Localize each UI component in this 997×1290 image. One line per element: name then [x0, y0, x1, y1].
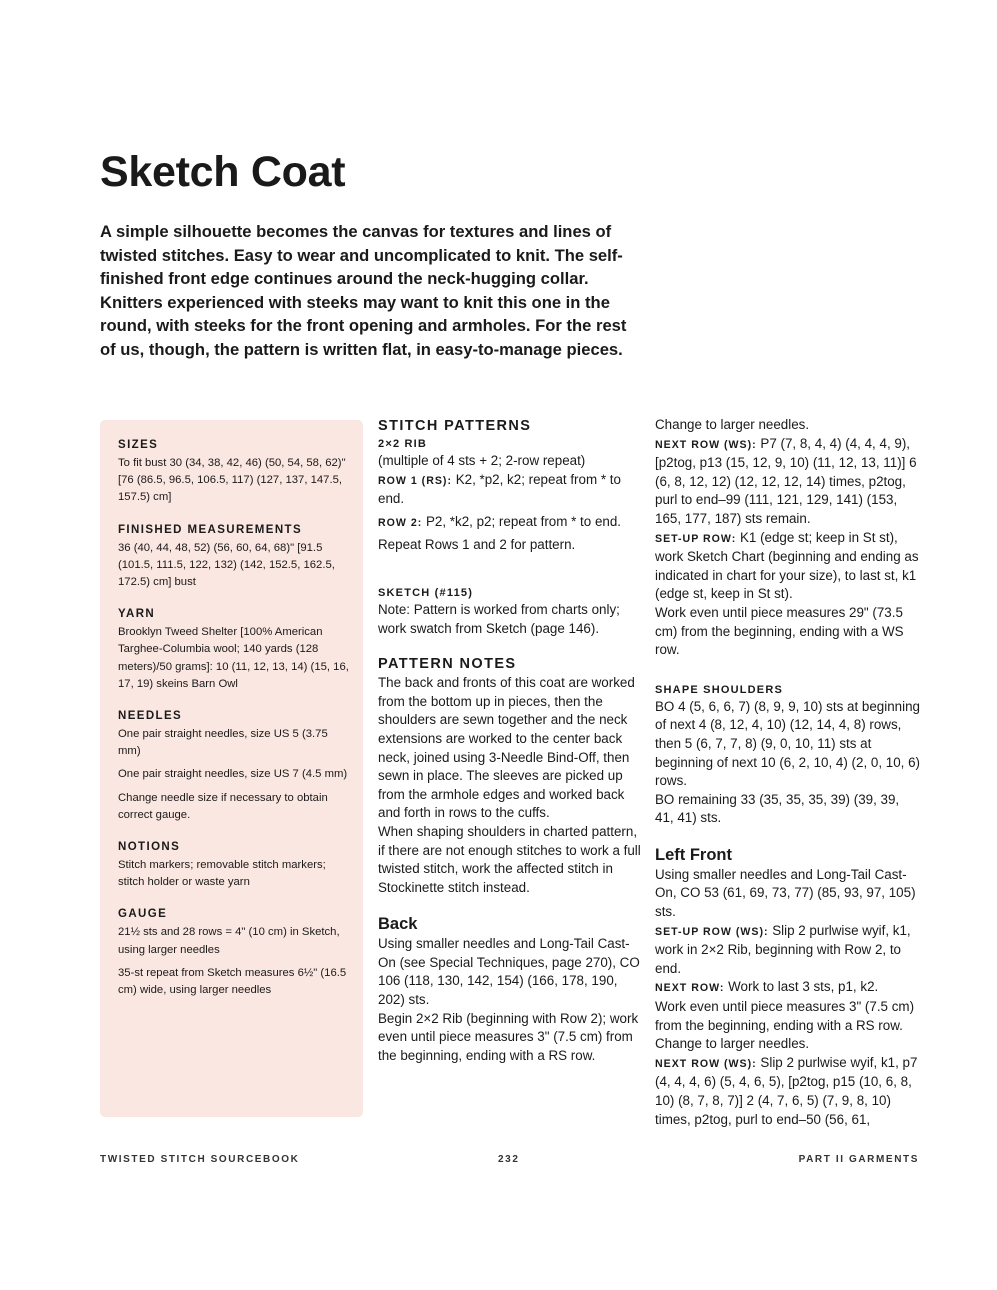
shoulders-p1: BO 4 (5, 6, 6, 7) (8, 9, 9, 10) sts at beginning of next 4 (8, 12, 4, 10) (12, 14, 4, 8) rows, then 5 (6, 7, 7, 8) (9, 0, 10, 11) sts at beginning of next 10 (6, 2, 10, 4) (2, 0, 10, 6) rows. — [655, 698, 921, 789]
yarn-text: Brooklyn Tweed Shelter [100% American Targhee-Columbia wool; 140 yards (128 meters)/50 grams]: 10 (11, 12, 13, 14) (15, 16, 17, 19) skeins Barn Owl — [118, 626, 349, 690]
page-title: Sketch Coat — [100, 148, 346, 196]
right-column — [655, 416, 920, 1129]
lf-setup-label: SET-UP ROW (WS): — [655, 925, 769, 938]
rib-row-2 — [378, 513, 643, 533]
rib-multiple: (multiple of 4 sts + 2; 2-row repeat) — [378, 453, 586, 468]
left-front-p1: Using smaller needles and Long-Tail Cast-On, CO 53 (61, 69, 73, 77) (85, 93, 97, 105) sts. — [655, 866, 916, 920]
row-2-label: ROW 2: — [378, 516, 423, 529]
back-p2: Begin 2×2 Rib (beginning with Row 2); work even until piece measures 3" (7.5 cm) from the beginning, ending with a RS row. — [378, 1010, 639, 1063]
notions-text: Stitch markers; removable stitch markers; stitch holder or waste yarn — [118, 859, 326, 889]
gauge-text-1: 21½ sts and 28 rows = 4" (10 cm) in Sketch, using larger needles — [118, 926, 340, 956]
notions-heading: NOTIONS — [118, 841, 181, 854]
pattern-notes-heading: PATTERN NOTES — [378, 656, 517, 673]
notions-section — [118, 840, 351, 891]
setup-row — [655, 529, 920, 604]
lf-setup-text: Slip 2 purlwise wyif, k1, work in 2×2 Rib, beginning with Row 2, to end. — [655, 922, 911, 976]
yarn-heading: YARN — [118, 608, 156, 621]
shape-shoulders-heading: SHAPE SHOULDERS — [655, 683, 784, 696]
sizes-section — [118, 438, 351, 507]
finished-measurements-section — [118, 523, 351, 592]
needles-heading: NEEDLES — [118, 710, 183, 723]
next-row-label: NEXT ROW (WS): — [655, 438, 757, 451]
change-needles: Change to larger needles. — [655, 417, 810, 432]
specs-sidebar — [100, 420, 363, 1117]
lf-next1-label: NEXT ROW: — [655, 982, 725, 995]
back-p1: Using smaller needles and Long-Tail Cast-On (see Special Techniques, page 270), CO 106 (118, 130, 142, 154) (166, 178, 190, 202) sts. — [378, 936, 640, 1008]
left-front-work-even: Work even until piece measures 3" (7.5 cm) from the beginning, ending with a RS row. — [655, 999, 915, 1033]
work-even: Work even until piece measures 29" (73.5 cm) from the beginning, ending with a WS row. — [655, 604, 904, 658]
back-heading: Back — [378, 915, 418, 934]
middle-column — [378, 416, 643, 1065]
pattern-notes-p1: The back and fronts of this coat are worked from the bottom up in pieces, then the shoulders are sewn together and the neck extensions are worked to the center back neck, joined using 3-Needle Bind-Off, then sewn in place. The sleeves are picked up from the armhole edges and worked back and forth in rows to the cuffs. — [378, 675, 635, 821]
left-front-next-1 — [655, 978, 920, 998]
needles-text-2: One pair straight needles, size US 7 (4.5 mm) — [118, 768, 348, 781]
footer-book-title: TWISTED STITCH SOURCEBOOK — [100, 1154, 300, 1165]
stitch-patterns-heading: STITCH PATTERNS — [378, 418, 532, 434]
left-front-heading: Left Front — [655, 845, 732, 864]
finished-measurements-text: 36 (40, 44, 48, 52) (56, 60, 64, 68)" [91.5 (101.5, 111.5, 122, 132) (142, 152.5, 162.5, 172.5) cm] bust — [118, 541, 335, 589]
left-front-next-2 — [655, 1054, 920, 1129]
pattern-notes-p2: When shaping shoulders in charted pattern, if there are not enough stitches to work a full twisted stitch, work the affected stitch in Stockinette stitch instead. — [378, 823, 641, 895]
page-number: 232 — [498, 1154, 520, 1165]
footer-section: PART II GARMENTS — [798, 1154, 919, 1165]
lf-next2-label: NEXT ROW (WS): — [655, 1057, 757, 1070]
row-1-label: ROW 1 (RS): — [378, 474, 452, 487]
rib-row-1 — [378, 471, 643, 509]
gauge-text-2: 35-st repeat from Sketch measures 6½" (16.5 cm) wide, using larger needles — [118, 966, 347, 997]
left-front-change: Change to larger needles. — [655, 1036, 810, 1052]
yarn-section — [118, 607, 351, 693]
sizes-heading: SIZES — [118, 439, 159, 451]
lf-next1-text: Work to last 3 sts, p1, k2. — [724, 979, 879, 995]
intro-paragraph: A simple silhouette becomes the canvas for textures and lines of twisted stitches. Easy to wear and uncomplicated to knit. The self-finished front edge continues around the neck-hugging collar. Knitters experienced with steeks may want to knit this one in the round, with steeks for the front opening and armholes. For the rest of us, though, the pattern is written flat, in easy-to-manage pieces. — [100, 222, 627, 359]
shoulders-p2: BO remaining 33 (35, 35, 35, 39) (39, 39, 41, 41) sts. — [655, 791, 900, 826]
needles-section — [118, 709, 351, 824]
gauge-heading: GAUGE — [118, 908, 168, 921]
next-row-text: P7 (7, 8, 4, 4) (4, 4, 4, 9), [p2tog, p13 (15, 12, 9, 10) (11, 12, 13, 11)] 6 (6, 8, 12, 12) (12, 12, 12, 14) times, p2tog, purl to end–99 (111, 121, 129, 141) (153, 165, 177, 187) sts remain. — [655, 435, 917, 526]
row-2-text: P2, *k2, p2; repeat from * to end. — [422, 513, 622, 529]
row-1-text: K2, *p2, k2; repeat from * to end. — [378, 471, 621, 507]
gauge-section — [118, 907, 351, 999]
next-row-ws — [655, 435, 920, 529]
sketch-note: Note: Pattern is worked from charts only; work swatch from Sketch (page 146). — [378, 601, 620, 636]
needles-text-1: One pair straight needles, size US 5 (3.75 mm) — [118, 728, 328, 758]
sizes-text: To fit bust 30 (34, 38, 42, 46) (50, 54, 58, 62)" [76 (86.5, 96.5, 106.5, 117) (127, 137, 147.5, 157.5) cm] — [118, 457, 346, 504]
needles-text-3: Change needle size if necessary to obtain correct gauge. — [118, 791, 328, 821]
sketch-heading: SKETCH (#115) — [378, 586, 474, 599]
rib-repeat: Repeat Rows 1 and 2 for pattern. — [378, 537, 576, 553]
rib-heading: 2×2 RIB — [378, 438, 428, 450]
left-front-setup — [655, 922, 920, 979]
setup-row-text: K1 (edge st; keep in St st), work Sketch Chart (beginning and ending as indicated in chart for your size), to last st, k1 (edge st, keep in St st). — [655, 529, 919, 602]
finished-measurements-heading: FINISHED MEASUREMENTS — [118, 523, 303, 536]
setup-row-label: SET-UP ROW: — [655, 532, 737, 545]
lf-next2-text: Slip 2 purlwise wyif, k1, p7 (4, 4, 4, 6) (5, 4, 6, 5), [p2tog, p15 (10, 6, 8, 10) (8, 7, 8, 7)] 2 (4, 7, 6, 5) (7, 9, 8, 10) times, p2tog, purl to end–50 (56, 61, — [655, 1054, 918, 1127]
